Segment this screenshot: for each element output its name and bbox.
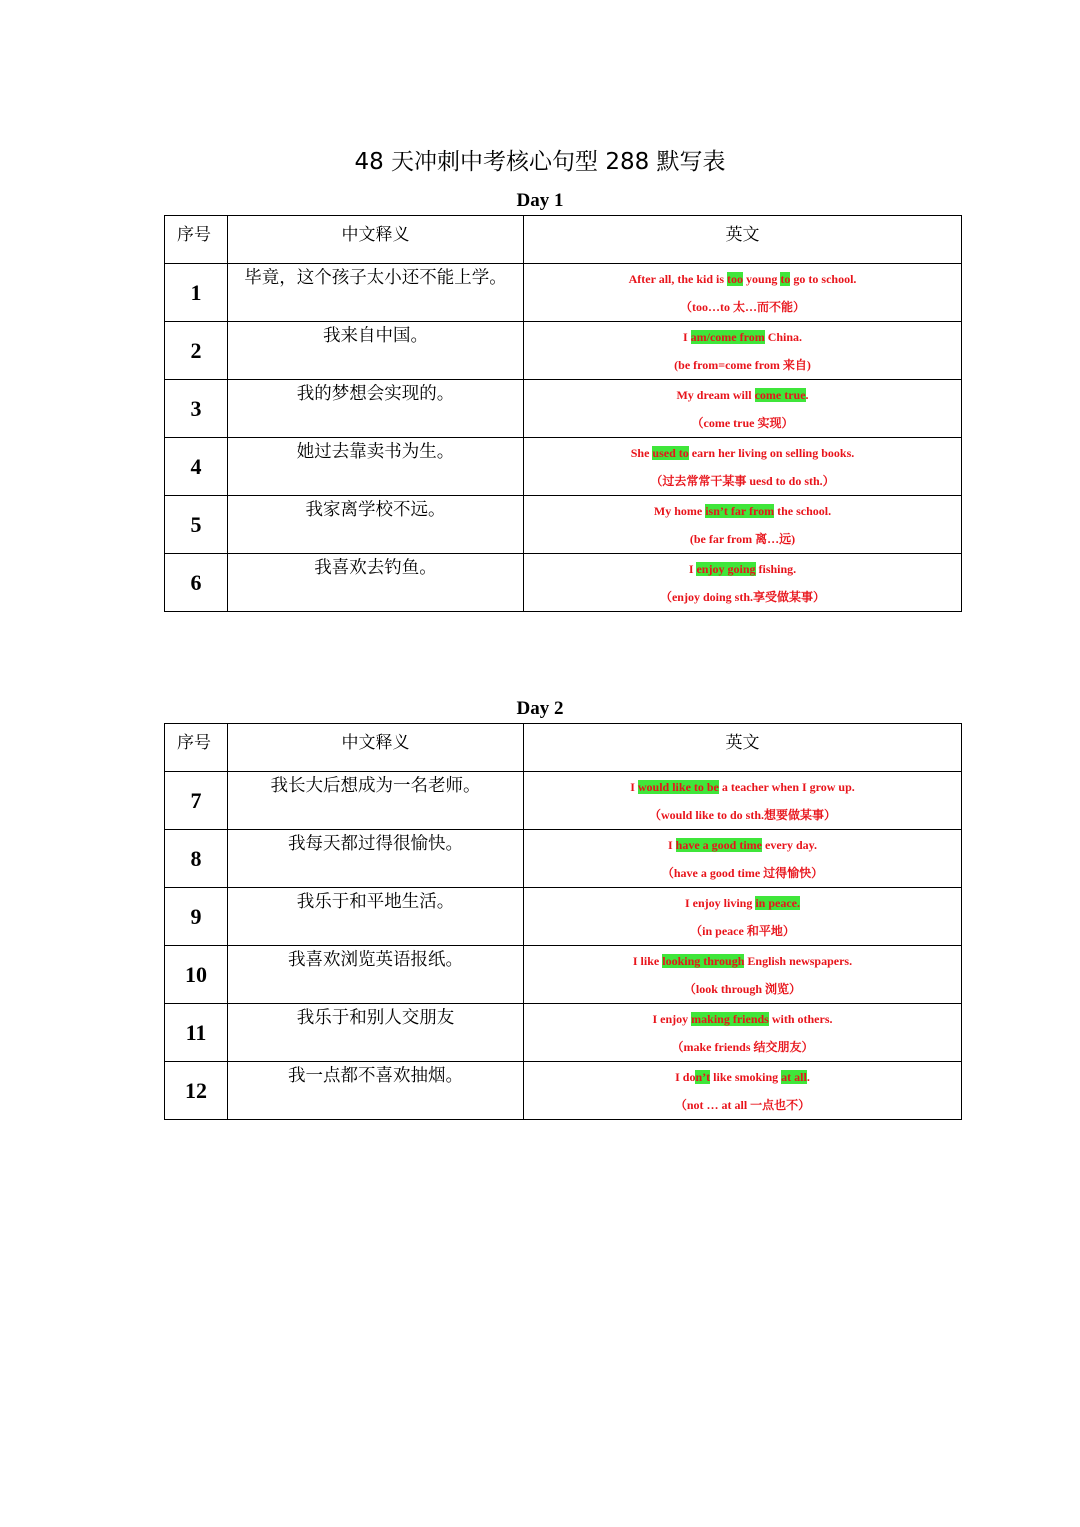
table-row	[165, 438, 962, 496]
english-sentence-cell	[524, 380, 962, 438]
chinese-meaning: 我家离学校不远。	[228, 496, 524, 554]
sentence-text: go to school.	[790, 272, 857, 286]
chinese-meaning: 我喜欢去钓鱼。	[228, 554, 524, 612]
chinese-meaning: 我每天都过得很愉快。	[228, 830, 524, 888]
highlighted-phrase: at all	[781, 1070, 807, 1084]
english-sentence	[524, 947, 961, 975]
highlighted-phrase: in peace.	[755, 896, 800, 910]
chinese-meaning: 她过去靠卖书为生。	[228, 438, 524, 496]
row-number: 9	[165, 888, 228, 946]
day-1-heading: Day 1	[516, 190, 564, 211]
table-header-row	[165, 216, 962, 264]
highlighted-phrase: have a good time	[675, 838, 762, 852]
chinese-meaning: 我乐于和别人交朋友	[228, 1004, 524, 1062]
grammar-note: （过去常常干某事 uesd to do sth.）	[650, 474, 835, 488]
row-number: 10	[165, 946, 228, 1004]
english-sentence	[524, 889, 961, 917]
english-sentence	[524, 381, 961, 409]
grammar-note: (be far from 离…远)	[689, 532, 796, 546]
sentence-text: She	[630, 446, 653, 460]
sentence-text: I enjoy	[652, 1012, 692, 1026]
sentence-text: My home	[653, 504, 706, 518]
header-num: 序号	[165, 724, 228, 772]
header-english: 英文	[524, 724, 962, 772]
english-sentence-cell	[524, 772, 962, 830]
chinese-meaning: 我乐于和平地生活。	[228, 888, 524, 946]
chinese-meaning: 我喜欢浏览英语报纸。	[228, 946, 524, 1004]
grammar-note: （make friends 结交朋友）	[671, 1040, 814, 1054]
grammar-note: （not … at all 一点也不）	[674, 1098, 811, 1112]
chinese-meaning: 我的梦想会实现的。	[228, 380, 524, 438]
english-sentence-cell	[524, 264, 962, 322]
english-sentence-cell	[524, 1062, 962, 1120]
row-number: 11	[165, 1004, 228, 1062]
english-sentence-cell	[524, 322, 962, 380]
table-row	[165, 496, 962, 554]
sentence-text: like smoking	[710, 1070, 782, 1084]
sentence-text: I	[668, 838, 676, 852]
sentence-text: .	[805, 388, 809, 402]
english-sentence	[524, 555, 961, 583]
highlighted-phrase: too	[727, 272, 744, 286]
sentence-text: young	[743, 272, 781, 286]
english-sentence	[524, 1063, 961, 1091]
day-1-table	[164, 215, 962, 612]
sentence-text: I enjoy living	[684, 896, 756, 910]
grammar-note: （look through 浏览）	[683, 982, 802, 996]
highlighted-phrase: enjoy going	[696, 562, 756, 576]
highlighted-phrase: looking through	[662, 954, 745, 968]
grammar-note: (be from=come from 来自)	[674, 358, 811, 372]
english-sentence-cell	[524, 554, 962, 612]
row-number: 2	[165, 322, 228, 380]
header-chinese: 中文释义	[228, 724, 524, 772]
sentence-text: every day.	[762, 838, 817, 852]
english-sentence	[524, 831, 961, 859]
header-num: 序号	[165, 216, 228, 264]
english-sentence	[524, 1005, 961, 1033]
grammar-note: （come true 实现）	[691, 416, 794, 430]
row-number: 12	[165, 1062, 228, 1120]
sentence-text: English newspapers.	[744, 954, 853, 968]
english-sentence	[524, 265, 961, 293]
row-number: 5	[165, 496, 228, 554]
highlighted-phrase: come true	[754, 388, 806, 402]
sentence-text: fishing.	[755, 562, 797, 576]
sentence-text: the school.	[774, 504, 832, 518]
table-row	[165, 322, 962, 380]
table-row	[165, 946, 962, 1004]
row-number: 1	[165, 264, 228, 322]
header-chinese: 中文释义	[228, 216, 524, 264]
table-row	[165, 1062, 962, 1120]
row-number: 6	[165, 554, 228, 612]
day-2-table	[164, 723, 962, 1120]
sentence-text: with others.	[768, 1012, 833, 1026]
chinese-meaning: 我长大后想成为一名老师。	[228, 772, 524, 830]
highlighted-phrase: to	[780, 272, 791, 286]
highlighted-phrase: isn’t far from	[705, 504, 775, 518]
english-sentence	[524, 773, 961, 801]
table-row	[165, 888, 962, 946]
table-header-row	[165, 724, 962, 772]
english-sentence-cell	[524, 1004, 962, 1062]
row-number: 7	[165, 772, 228, 830]
sentence-text: I do	[675, 1070, 696, 1084]
grammar-note: （would like to do sth.想要做某事）	[648, 808, 837, 822]
english-sentence-cell	[524, 438, 962, 496]
sentence-text: After all, the kid is	[628, 272, 728, 286]
sentence-text: earn her living on selling books.	[688, 446, 855, 460]
row-number: 8	[165, 830, 228, 888]
english-sentence	[524, 497, 961, 525]
page-title: 48 天冲刺中考核心句型 288 默写表	[354, 149, 726, 175]
english-sentence-cell	[524, 946, 962, 1004]
highlighted-phrase: am/come from	[690, 330, 765, 344]
grammar-note: （in peace 和平地）	[690, 924, 795, 938]
english-sentence-cell	[524, 496, 962, 554]
table-row	[165, 264, 962, 322]
grammar-note: （have a good time 过得愉快）	[661, 866, 824, 880]
sentence-text: My dream will	[676, 388, 755, 402]
sentence-text: I	[630, 780, 638, 794]
english-sentence-cell	[524, 830, 962, 888]
sentence-text: .	[806, 1070, 810, 1084]
chinese-meaning: 毕竟，这个孩子太小还不能上学。	[228, 264, 524, 322]
grammar-note: （enjoy doing sth.享受做某事）	[659, 590, 826, 604]
sentence-text: I like	[632, 954, 663, 968]
sentence-text: a teacher when I grow up.	[718, 780, 855, 794]
highlighted-phrase: n’t	[695, 1070, 711, 1084]
grammar-note: （too…to 太…而不能）	[680, 300, 805, 314]
sentence-text: I	[682, 330, 691, 344]
highlighted-phrase: making friends	[691, 1012, 769, 1026]
table-row	[165, 1004, 962, 1062]
row-number: 3	[165, 380, 228, 438]
row-number: 4	[165, 438, 228, 496]
highlighted-phrase: would like to be	[637, 780, 719, 794]
highlighted-phrase: used to	[652, 446, 689, 460]
sentence-text: China.	[764, 330, 803, 344]
header-english: 英文	[524, 216, 962, 264]
english-sentence	[524, 323, 961, 351]
sentence-text: I	[688, 562, 697, 576]
table-row	[165, 772, 962, 830]
day-2-heading: Day 2	[516, 698, 564, 719]
english-sentence	[524, 439, 961, 467]
table-row	[165, 380, 962, 438]
table-row	[165, 830, 962, 888]
table-row	[165, 554, 962, 612]
english-sentence-cell	[524, 888, 962, 946]
chinese-meaning: 我一点都不喜欢抽烟。	[228, 1062, 524, 1120]
chinese-meaning: 我来自中国。	[228, 322, 524, 380]
